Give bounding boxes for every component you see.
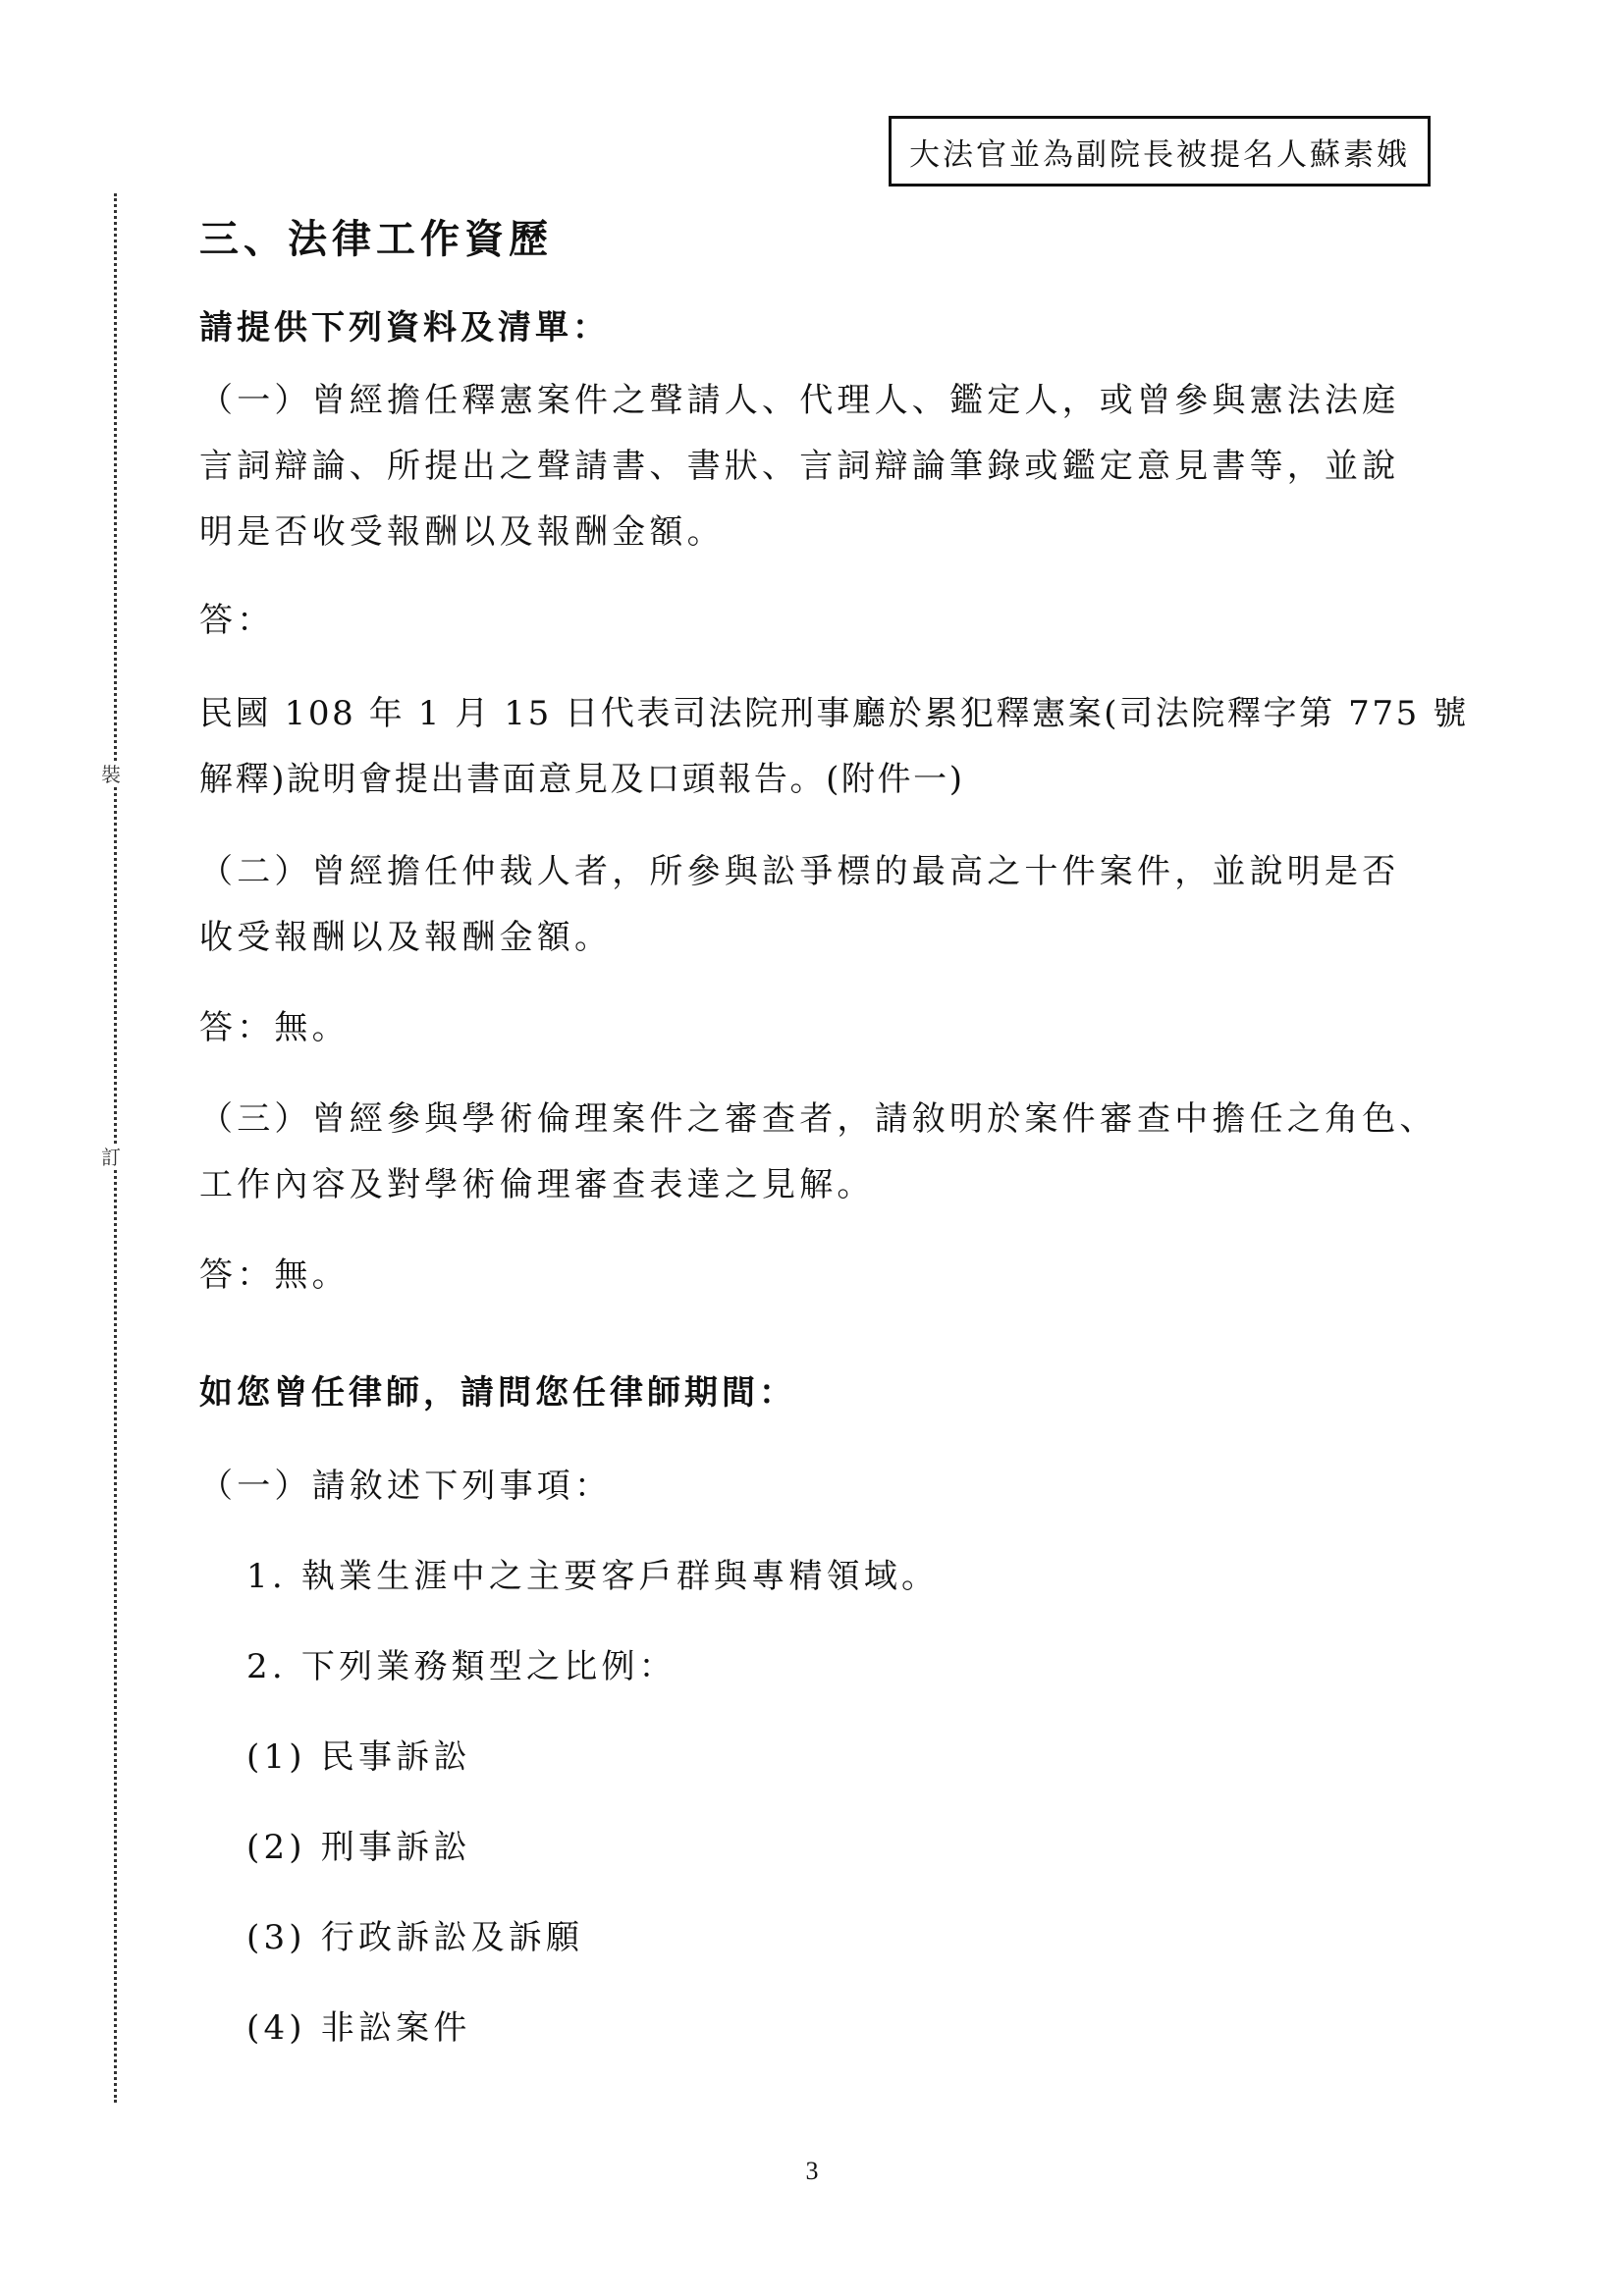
binding-mark-bottom: 訂 bbox=[101, 1146, 121, 1169]
answer-1-line-2: 解釋)說明會提出書面意見及口頭報告。(附件一) bbox=[199, 760, 965, 799]
lawyer-item-1: 1. 執業生涯中之主要客戶群與專精領域。 bbox=[246, 1557, 940, 1596]
lawyer-item-2: 2. 下列業務類型之比例： bbox=[246, 1647, 677, 1686]
question-1-line-3: 明是否收受報酬以及報酬金額。 bbox=[199, 512, 725, 552]
question-2-line-1: （二）曾經擔任仲裁人者，所參與訟爭標的最高之十件案件，並說明是否 bbox=[199, 852, 1400, 891]
business-type-civil: (1) 民事訴訟 bbox=[246, 1737, 471, 1777]
answer-1-line-1: 民國 108 年 1 月 15 日代表司法院刑事廳於累犯釋憲案(司法院釋字第 775 號 bbox=[199, 694, 1469, 733]
nominee-header-box bbox=[889, 116, 1431, 187]
section-title: 三、法律工作資歷 bbox=[199, 217, 553, 262]
answer-2: 答：無。 bbox=[199, 1008, 350, 1047]
question-1-line-1: （一）曾經擔任釋憲案件之聲請人、代理人、鑑定人，或曾參與憲法法庭 bbox=[199, 381, 1400, 420]
lawyer-heading: 如您曾任律師，請問您任律師期間： bbox=[199, 1373, 796, 1413]
business-type-criminal: (2) 刑事訴訟 bbox=[246, 1828, 471, 1867]
business-type-administrative: (3) 行政訴訟及訴願 bbox=[246, 1918, 584, 1957]
question-3-line-2: 工作內容及對學術倫理審查表達之見解。 bbox=[199, 1165, 875, 1204]
page-number: 3 bbox=[805, 2157, 819, 2185]
binding-mark-top: 裝 bbox=[101, 763, 121, 786]
answer-1-label: 答： bbox=[199, 601, 275, 640]
nominee-label: 大法官並為副院長被提名人蘇素娥 bbox=[909, 136, 1410, 173]
request-heading: 請提供下列資料及清單： bbox=[199, 308, 610, 347]
business-type-non-litigation: (4) 非訟案件 bbox=[246, 2008, 471, 2048]
lawyer-question-1: （一）請敘述下列事項： bbox=[199, 1467, 613, 1506]
question-3-line-1: （三）曾經參與學術倫理案件之審查者，請敘明於案件審查中擔任之角色、 bbox=[199, 1099, 1437, 1139]
question-1-line-2: 言詞辯論、所提出之聲請書、書狀、言詞辯論筆錄或鑑定意見書等，並說 bbox=[199, 447, 1400, 486]
question-2-line-2: 收受報酬以及報酬金額。 bbox=[199, 918, 613, 957]
answer-3: 答：無。 bbox=[199, 1255, 350, 1295]
